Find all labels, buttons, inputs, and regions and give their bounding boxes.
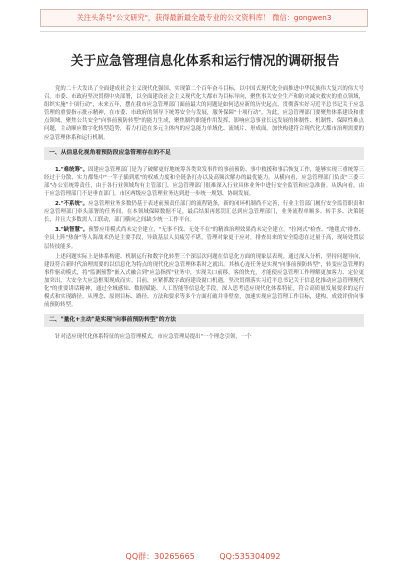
header-divider [40,31,366,32]
document-body [44,85,364,343]
qq-group-text: QQ群：30265665 [125,552,195,561]
section-heading-2: 二、"量化+主动"是实现"向事前预防转型"的方法 [44,314,364,327]
paragraph-5: 针对适应现代化体系特征的应急管理模式，市应急管理局提出"一个理念引领，一个 [55,334,252,341]
subheading-lead: 1."难统筹"。 [55,166,89,173]
paragraph-text: 预警应用模式尚未完全建立，"无事不找、无处不在"的精准治理效果尚未完全建立。"拉网式"检查、"地毯式"排查、全员上阵"热备"等人海战术仍是主要手段，导致基层人员疲劳不堪，管理对象更于应对，排查出来的安全隐患在过量于高，现场处置层层传技能多。 [44,227,364,250]
document-title: 关于应急管理信息化体系和运行情况的调研报告 [70,54,340,69]
paragraph-text: 固建应急管理部门是为了破解更好地统筹各类突发事件的事前预防、事中救援和事后恢复工作，能够实现三重统筹三经过于分散、实力都集中"一竿子插到底"的权威力度和全链条打办以及高频次解办的最优能力。从横向看，应急管理部门负责"三委三部"办公室统筹责任，由于各行业领域均有主管部门，应急管理部门很难深入行业具体业务中进行安全监管和应急准备。从纵向看，由于应急管理部门不是垂直部门，市区两级应急管理业务达到进一步统一规划、协调发展。 [44,166,364,197]
contact-footer [40,551,366,563]
paragraph-1 [44,166,364,198]
paragraph-text: 应急管理业务多数仍基于表述前预责任部门的流程链条，新的闭环机制尚不完善，行业主管部门履行安全监管职责和应急管理部门牵头部署的任务间，在本领域保障数据不足，最后结果再惩罚汇总到应急管理部门，业务流程单顺多、转手多、决策链长，并且大多数需人工联动，部门横向之间缺少统一工作平台。 [44,201,364,224]
subheading-lead: 2."不系统"。 [55,201,89,208]
intro-paragraph: 党的二十大发出了全面建成社会主义现代化强国、实现第二个百年奋斗目标，以中国式现代化全面推进中华民族伟大复兴的伟大号召。市委、市政府坚决贯彻中央部署，以全面建设社会主义现代化大都市为目标导向，聚焦事关安全生产和防灾减灾救灾的重点领域，组织实施"十项行动"，未来五年，摆在我市应急管理部门面前最大的问题是如何适应新的历史起点，贯彻落实好习近平总书记关于应急管理的重要指示批示精神，在市委、市政府的领导下统筹安全与发展，服务保障"十项行动"。为此，应急管理部门要聚焦体系建设和重点领域，聚焦公共安全"向事前预防转型"的能力生成，聚焦制约职能作用发挥、影响应急事业长远发展的体制性、机制性、保障性难点问题，主动顺应数字化转型趋势，着力打造在多元主体内的应急能力单域化、流域片、形成面。加快构建符合现代化大都市治理需要的应急管理体系和运行机制。 [44,86,364,141]
section-heading-1: 一、从信息化视角看预防段应急管理存在的不足 [44,147,364,160]
paragraph-2 [44,200,364,224]
paragraph-4: 上述问题实际上是体系构建、机制运行和数字化转型三个深层次问题在信息化方面的现象层表现。通过深入分析，坚持问题导向，建设符合新时代治理需要的以信息化为特点的现代化应急管理体系时之就出。其核心连任务是实现"向事前预防转型"，转变应急管理的事件驱动模式，将"监测预警"嵌入式融合到"应急指挥"业务中，实现关口前移，客的快充，才能使应急管理工作理解更加客力、定位更加突出，大安全大应急框架现成而实。目前，应紧抓数字政府建设窗口机遇，坚决贯彻落实习近平总书记关于信息化推动应急管理现代化"的重要讲话精神，通过全域感知、数据赋能、人工智能等信息化手段，深入思考适应现代化体系特征，符合高质量发展要求的运行模式和实现路径。从理念、原则目标、路径、方法和要求等多个方面打破并非壁垒，加速实现应急管理工作目标，建构、成效评价向事前预防转型。 [44,253,364,309]
qq-text: QQ:535304092 [219,552,281,561]
paragraph-3 [44,226,364,250]
promo-banner: 关注头条号"公文研究"，获得最新最全最专业的公文资料库！ 微信：gongwen3 [40,9,368,27]
subheading-lead: 3."缺智慧"。 [55,227,89,234]
